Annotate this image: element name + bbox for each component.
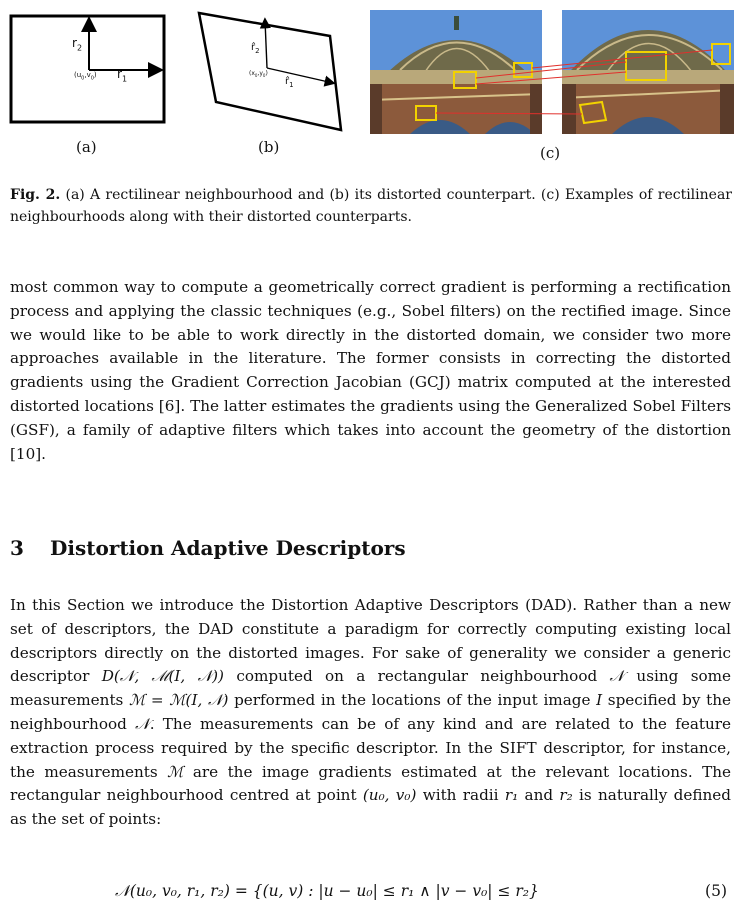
panel-b-origin-label: $(x_0,y_0)$ [249, 70, 268, 79]
panel-a-origin-label: $(u_0,v_0)$ [74, 71, 97, 82]
math-inline: ℳ [167, 762, 184, 781]
r1-hat-axis-arrow [267, 68, 333, 83]
paragraph-gradient-methods: most common way to compute a geometrically correct gradient is performing a rectification process and applying the classic techniques (e.g., Sobel filters) on the rectified image. Since we would like to be able to work directly in the distorted domain, we consider two more approaches available in the literature. The former consists in correcting the distorted gradients using the Gradient Correction Jacobian (GCJ) matrix computed at the interested distorted locations [6]. The latter estimates the gradients using the Generalized Sobel Filters (GSF), a family of adaptive filters which takes into account the geometry of the distortion [10]. [10, 278, 731, 463]
math-inline: r₁ [504, 786, 519, 805]
paragraph-dad-intro: In this Section we introduce the Distortion Adaptive Descriptors (DAD). Rather than a new set of descriptors, the DAD constitute a paradigm for correctly computing existing local descriptors directly on the distorted images. For sake of generality we consider a generic descriptor D(𝒩, ℳ(I, 𝒩)) computed on a rectangular neighbourhood 𝒩 using some measurements ℳ = ℳ(I, 𝒩) performed in the locations of the input image I specified by the neighbourhood 𝒩. The measurements can be of any kind and are related to the feature extraction process required by the specific descriptor. In the SIFT descriptor, for instance, the measurements ℳ are the image gradients estimated at the relevant locations. The rectangular neighbourhood centred at point (u₀, v₀) with radii r₁ and r₂ is naturally defined as the set of points: [10, 596, 732, 829]
math-inline: I [596, 691, 603, 710]
caption-lead: Fig. 2. [10, 187, 61, 203]
panel-b-r2-label: $r̂_2$ [251, 42, 260, 55]
panel-a-label: (a) [76, 138, 97, 156]
correspondence-lines [370, 10, 734, 134]
panel-a-r1-label: $r_1$ [117, 67, 128, 84]
r2-hat-axis-arrow [265, 20, 267, 68]
section-number: 3 [10, 536, 24, 560]
math-inline: r₂ [559, 786, 573, 805]
panel-a-diagram [8, 12, 168, 126]
section-heading [10, 536, 406, 560]
distorted-neighbourhood [199, 13, 341, 130]
figure-caption [10, 184, 732, 228]
equation-number: (5) [705, 882, 727, 900]
math-inline: (u₀, v₀) [362, 786, 417, 805]
panel-b-diagram [193, 8, 345, 134]
math-inline: ℳ = ℳ(I, 𝒩) [129, 691, 229, 710]
panel-b-label: (b) [258, 138, 280, 156]
caption-text: (a) A rectilinear neighbourhood and (b) its distorted counterpart. (c) Examples of rectilinear neighbourhoods along with their distorted counterparts. [10, 187, 732, 225]
panel-c-label: (c) [540, 144, 561, 162]
equation-5 [10, 880, 731, 908]
panel-a-r2-label: $r_2$ [72, 36, 83, 53]
math-inline: D(𝒩, ℳ(I, 𝒩)) [101, 667, 224, 686]
math-inline: 𝒩 [135, 714, 150, 733]
equation-body: 𝒩(u₀, v₀, r₁, r₂) = {(u, v) : |u − u₀| ≤ r₁ ∧ |v − v₀| ≤ r₂} [115, 882, 539, 900]
section-title: Distortion Adaptive Descriptors [50, 536, 406, 560]
math-inline: 𝒩 [609, 667, 625, 686]
figure-2 [0, 0, 741, 175]
panel-b-r1-label: $r̂_1$ [285, 76, 294, 89]
